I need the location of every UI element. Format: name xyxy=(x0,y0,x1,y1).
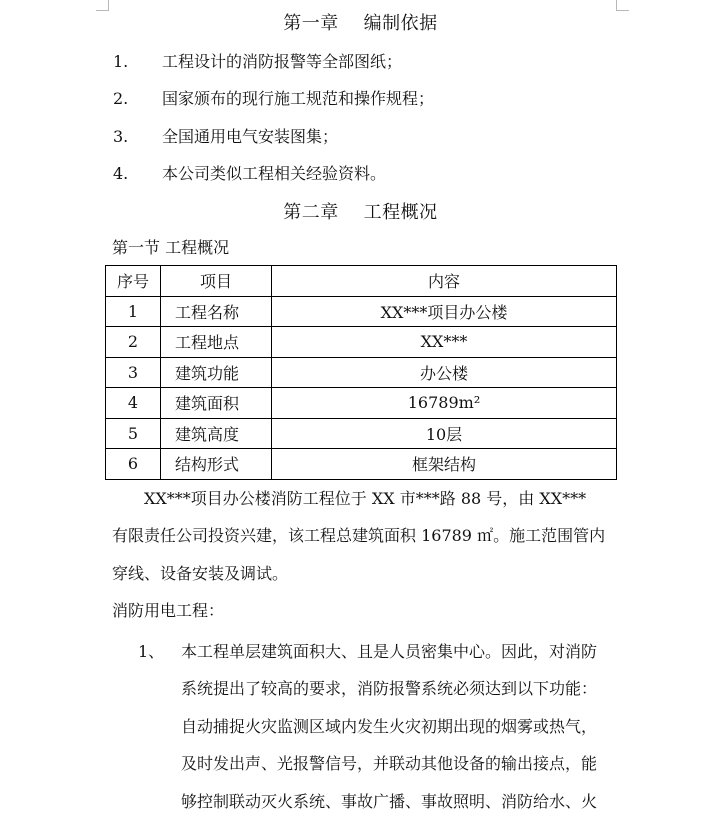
basis-item-4 xyxy=(113,161,386,184)
table-cell-item: 建筑功能 xyxy=(161,357,272,388)
table-cell-item: 结构形式 xyxy=(161,449,272,480)
table-row xyxy=(106,388,617,419)
basis-item-3-num: 3. xyxy=(113,127,129,146)
basis-item-4-text: 本公司类似工程相关经验资料。 xyxy=(162,164,387,183)
fire-power-item-1-line-1: 本工程单层建筑面积大、且是人员密集中心。因此，对消防 xyxy=(181,642,598,661)
table-header-row xyxy=(106,266,617,297)
basis-item-1-num: 1. xyxy=(113,52,129,71)
table-header-no: 序号 xyxy=(106,266,161,297)
basis-item-4-num: 4. xyxy=(113,164,129,183)
fire-power-item-1-num: 1、 xyxy=(138,642,165,661)
table-row xyxy=(106,418,617,449)
table-row xyxy=(106,327,617,358)
table-cell-content: XX***项目办公楼 xyxy=(272,296,617,327)
basis-item-1-text: 工程设计的消防报警等全部图纸； xyxy=(162,52,403,71)
table-cell-content: 16789m² xyxy=(272,388,617,419)
basis-item-1 xyxy=(113,49,402,72)
chapter1-title: 第一章 编制依据 xyxy=(283,13,438,34)
fire-power-item-1-line-5: 够控制联动灭火系统、事故广播、事故照明、消防给水、火 xyxy=(181,792,598,811)
table-cell-no: 4 xyxy=(106,388,161,419)
fire-power-item-1-line-4: 及时发出声、光报警信号，并联动其他设备的输出接点，能 xyxy=(181,754,598,773)
table-row xyxy=(106,357,617,388)
fire-power-item-1-line-3: 自动捕捉火灾监测区域内发生火灾初期出现的烟雾或热气， xyxy=(181,717,598,736)
table-cell-content: 框架结构 xyxy=(272,449,617,480)
table-cell-item: 工程名称 xyxy=(161,296,272,327)
table-cell-item: 建筑面积 xyxy=(161,388,272,419)
table-header-item: 项目 xyxy=(161,266,272,297)
overview-paragraph-line-2: 有限责任公司投资兴建，该工程总建筑面积 16789 ㎡。施工范围管内 xyxy=(112,526,606,545)
table-cell-no: 6 xyxy=(106,449,161,480)
project-overview-table xyxy=(105,265,617,480)
section1-title: 第一节 工程概况 xyxy=(112,238,230,257)
table-cell-no: 1 xyxy=(106,296,161,327)
table-cell-no: 2 xyxy=(106,327,161,358)
basis-item-3 xyxy=(113,124,338,147)
table-cell-content: 办公楼 xyxy=(272,357,617,388)
table-row xyxy=(106,449,617,480)
table-cell-no: 3 xyxy=(106,357,161,388)
table-row xyxy=(106,296,617,327)
fire-power-item-1-line-2: 系统提出了较高的要求，消防报警系统必须达到以下功能： xyxy=(181,679,598,698)
table-cell-item: 建筑高度 xyxy=(161,418,272,449)
overview-paragraph-line-1: XX***项目办公楼消防工程位于 XX 市***路 88 号，由 XX*** xyxy=(112,489,587,508)
table-cell-content: XX*** xyxy=(272,327,617,358)
basis-item-2-text: 国家颁布的现行施工规范和操作规程； xyxy=(162,89,435,108)
table-cell-content: 10层 xyxy=(272,418,617,449)
basis-item-3-text: 全国通用电气安装图集； xyxy=(162,127,339,146)
overview-paragraph-line-3: 穿线、设备安装及调试。 xyxy=(112,564,289,583)
chapter2-title: 第二章 工程概况 xyxy=(283,202,438,223)
basis-item-2 xyxy=(113,86,434,109)
table-cell-no: 5 xyxy=(106,418,161,449)
table-cell-item: 工程地点 xyxy=(161,327,272,358)
table-header-content: 内容 xyxy=(272,266,617,297)
basis-item-2-num: 2. xyxy=(113,89,129,108)
fire-power-title: 消防用电工程： xyxy=(112,601,225,620)
